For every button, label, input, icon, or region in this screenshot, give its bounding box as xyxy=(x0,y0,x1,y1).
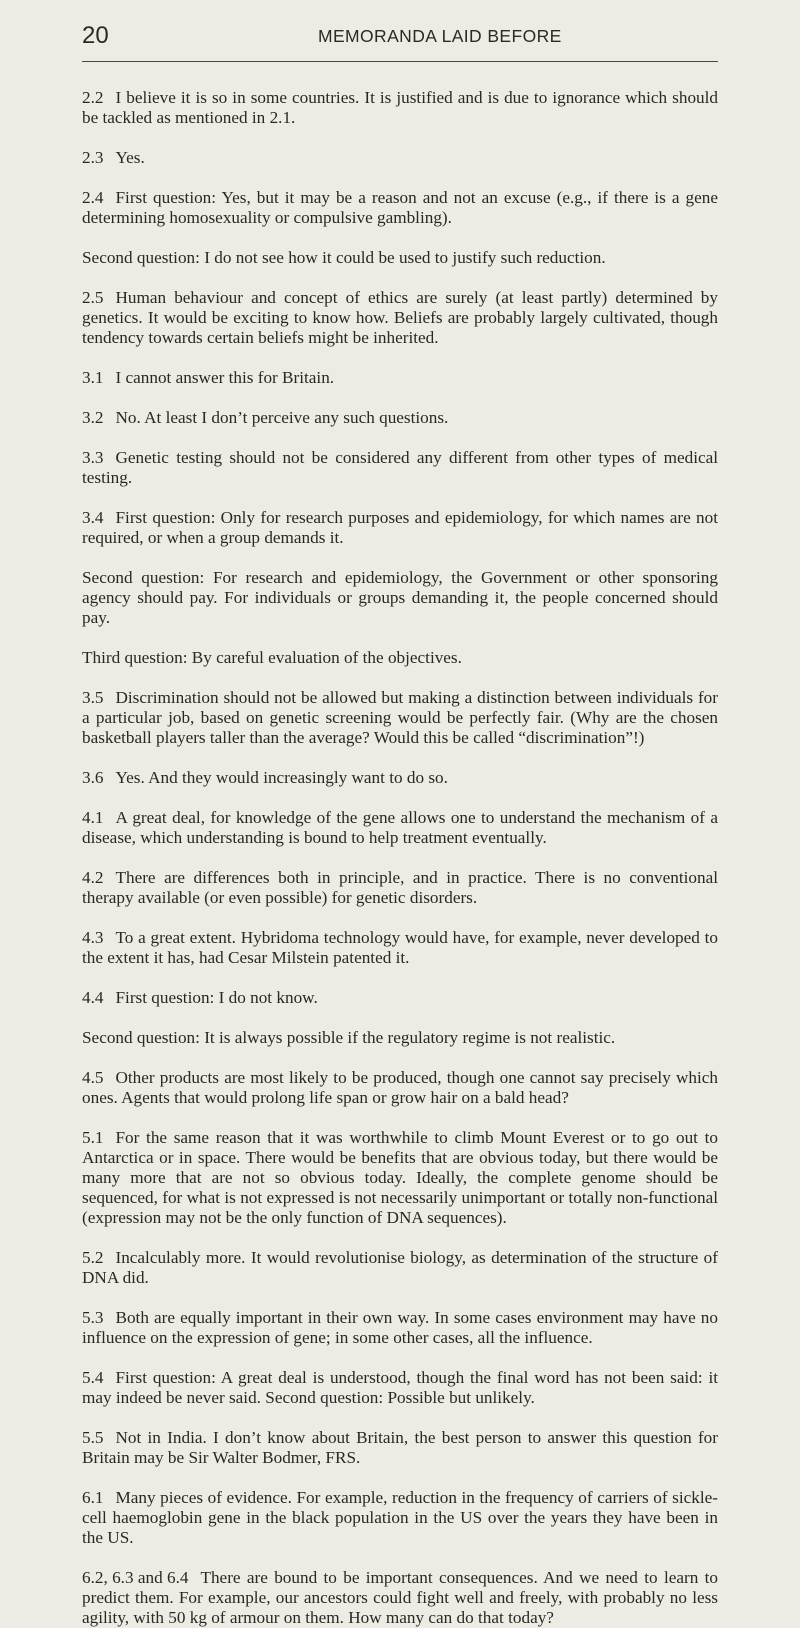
paragraph-5-3 xyxy=(82,1308,718,1348)
paragraph-number: 5.5 xyxy=(82,1428,104,1447)
paragraph-text: First question: I do not know. xyxy=(115,988,318,1007)
paragraph-4-4-second xyxy=(82,1028,718,1048)
paragraph-text: Human behaviour and concept of ethics are surely (at least partly) determined by genetics. It would be exciting to know how. Beliefs are probably largely cultivated, though tendency towards certain beliefs might be inherited. xyxy=(82,288,718,347)
paragraph-2-5 xyxy=(82,288,718,348)
paragraph-3-4-third xyxy=(82,648,718,668)
paragraph-text: There are bound to be important consequences. And we need to learn to predict them. For example, our ancestors could fight well and freely, with probably no less agility, with 50 kg of armour on them. How many can do that today? xyxy=(82,1568,718,1627)
paragraph-6-1 xyxy=(82,1488,718,1548)
paragraph-4-3 xyxy=(82,928,718,968)
paragraph-text: Yes. And they would increasingly want to do so. xyxy=(115,768,448,787)
paragraph-6-2-6-4 xyxy=(82,1568,718,1628)
paragraph-number: 2.2 xyxy=(82,88,104,107)
paragraph-number: 4.2 xyxy=(82,868,104,887)
paragraph-text: A great deal, for knowledge of the gene allows one to understand the mechanism of a disease, which understanding is bound to help treatment eventually. xyxy=(82,808,718,847)
paragraph-text: Genetic testing should not be considered any different from other types of medical testing. xyxy=(82,448,718,487)
paragraph-4-2 xyxy=(82,868,718,908)
paragraph-text: I believe it is so in some countries. It is justified and is due to ignorance which should be tackled as mentioned in 2.1. xyxy=(82,88,718,127)
paragraph-number: 4.1 xyxy=(82,808,104,827)
paragraph-2-4-second xyxy=(82,248,718,268)
paragraph-text: Second question: It is always possible if the regulatory regime is not realistic. xyxy=(82,1028,616,1047)
paragraph-number: 5.1 xyxy=(82,1128,104,1147)
paragraph-5-2 xyxy=(82,1248,718,1288)
paragraph-4-5 xyxy=(82,1068,718,1108)
paragraph-number: 4.3 xyxy=(82,928,104,947)
paragraph-2-2 xyxy=(82,88,718,128)
paragraph-2-3 xyxy=(82,148,718,168)
paragraph-3-5 xyxy=(82,688,718,748)
paragraph-text: Discrimination should not be allowed but making a distinction between individuals for a particular job, based on genetic screening would be perfectly fair. (Why are the chosen basketball players taller than the average? Would this be called “discrimination”!) xyxy=(82,688,718,747)
paragraph-text: Not in India. I don’t know about Britain, the best person to answer this question for Britain may be Sir Walter Bodmer, FRS. xyxy=(82,1428,718,1467)
header-rule xyxy=(82,61,718,62)
paragraph-number: 5.3 xyxy=(82,1308,104,1327)
paragraph-3-3 xyxy=(82,448,718,488)
page-number: 20 xyxy=(82,22,109,49)
paragraph-number: 6.2, 6.3 and 6.4 xyxy=(82,1568,189,1587)
paragraph-3-1 xyxy=(82,368,718,388)
document-body xyxy=(82,62,718,1628)
paragraph-number: 3.1 xyxy=(82,368,104,387)
paragraph-text: First question: A great deal is understood, though the final word has not been said: it may indeed be never said. Second question: Possible but unlikely. xyxy=(82,1368,718,1407)
paragraph-3-4-second xyxy=(82,568,718,628)
paragraph-4-4 xyxy=(82,988,718,1008)
paragraph-number: 4.5 xyxy=(82,1068,104,1087)
paragraph-3-2 xyxy=(82,408,718,428)
paragraph-number: 5.4 xyxy=(82,1368,104,1387)
paragraph-number: 5.2 xyxy=(82,1248,104,1267)
paragraph-text: I cannot answer this for Britain. xyxy=(115,368,335,387)
paragraph-number: 4.4 xyxy=(82,988,104,1007)
paragraph-number: 3.5 xyxy=(82,688,104,707)
paragraph-text: No. At least I don’t perceive any such questions. xyxy=(115,408,449,427)
paragraph-number: 2.3 xyxy=(82,148,104,167)
paragraph-text: To a great extent. Hybridoma technology would have, for example, never developed to the extent it has, had Cesar Milstein patented it. xyxy=(82,928,718,967)
paragraph-3-6 xyxy=(82,768,718,788)
paragraph-text: Incalculably more. It would revolutionise biology, as determination of the structure of DNA did. xyxy=(82,1248,718,1287)
paragraph-3-4 xyxy=(82,508,718,548)
paragraph-text: Other products are most likely to be produced, though one cannot say precisely which ones. Agents that would prolong life span or grow hair on a bald head? xyxy=(82,1068,718,1107)
paragraph-text: Many pieces of evidence. For example, reduction in the frequency of carriers of sickle-cell haemoglobin gene in the black population in the US over the years they have been in the US. xyxy=(82,1488,718,1547)
paragraph-text: First question: Only for research purposes and epidemiology, for which names are not required, or when a group demands it. xyxy=(82,508,718,547)
paragraph-number: 6.1 xyxy=(82,1488,104,1507)
paragraph-5-5 xyxy=(82,1428,718,1468)
paragraph-text: For the same reason that it was worthwhile to climb Mount Everest or to go out to Antarctica or in space. There would be benefits that are obvious today, but there would be many more that are not so obvious today. Ideally, the complete genome should be sequenced, for what is not expressed is not necessarily unimportant or totally non-functional (expression may not be the only function of DNA sequences). xyxy=(82,1128,718,1227)
paragraph-text: There are differences both in principle, and in practice. There is no conventional therapy available (or even possible) for genetic disorders. xyxy=(82,868,718,907)
paragraph-text: Third question: By careful evaluation of the objectives. xyxy=(82,648,462,667)
paragraph-4-1 xyxy=(82,808,718,848)
paragraph-5-1 xyxy=(82,1128,718,1228)
paragraph-text: Second question: For research and epidemiology, the Government or other sponsoring agency should pay. For individuals or groups demanding it, the people concerned should pay. xyxy=(82,568,718,627)
paragraph-number: 2.5 xyxy=(82,288,104,307)
paragraph-number: 3.4 xyxy=(82,508,104,527)
paragraph-number: 3.3 xyxy=(82,448,104,467)
paragraph-number: 3.6 xyxy=(82,768,104,787)
paragraph-text: Yes. xyxy=(115,148,145,167)
paragraph-number: 2.4 xyxy=(82,188,104,207)
paragraph-5-4 xyxy=(82,1368,718,1408)
running-head: MEMORANDA LAID BEFORE xyxy=(318,26,562,46)
paragraph-text: Both are equally important in their own way. In some cases environment may have no influence on the expression of gene; in some other cases, all the influence. xyxy=(82,1308,718,1347)
paragraph-2-4 xyxy=(82,188,718,228)
paragraph-text: Second question: I do not see how it could be used to justify such reduction. xyxy=(82,248,606,267)
paragraph-number: 3.2 xyxy=(82,408,104,427)
page-header xyxy=(82,0,718,62)
paragraph-text: First question: Yes, but it may be a reason and not an excuse (e.g., if there is a gene determining homosexuality or compulsive gambling). xyxy=(82,188,718,227)
